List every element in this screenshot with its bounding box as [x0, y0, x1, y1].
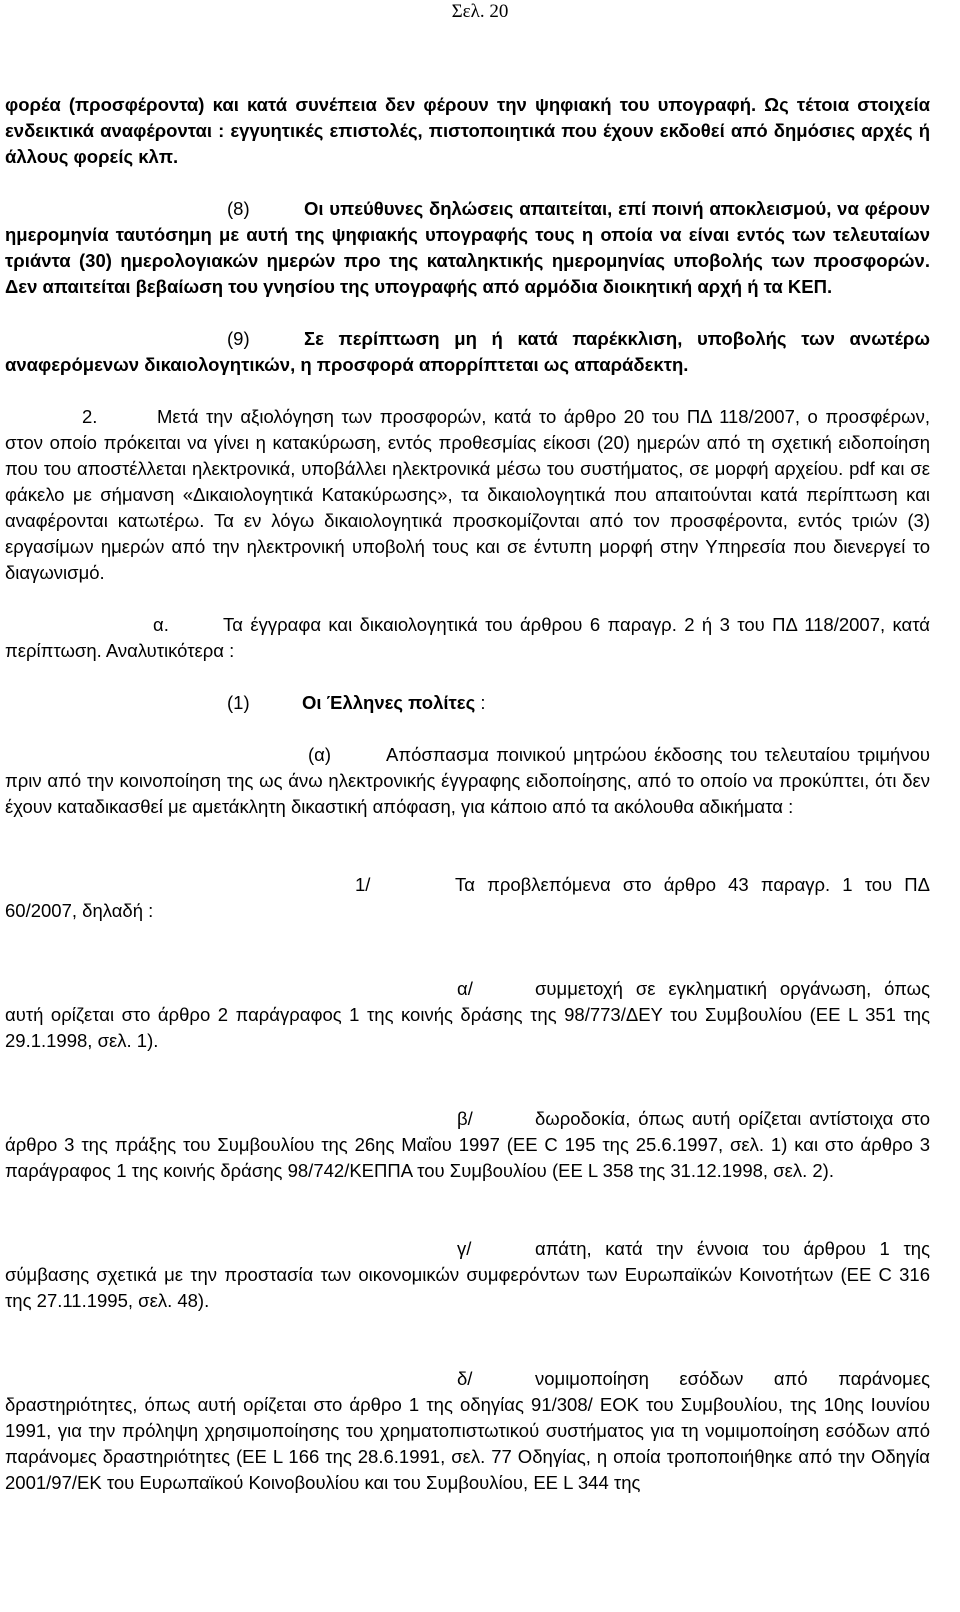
paragraph-text: Σε περίπτωση μη ή κατά παρέκκλιση, υποβολής των ανωτέρω αναφερόμενων δικαιολογητικών, η προσφορά απορρίπτεται ως απαράδεκτη.	[5, 328, 930, 375]
paragraph-8	[5, 196, 930, 300]
section-title: Οι Έλληνες πολίτες	[302, 692, 476, 713]
paragraph-text: νομιμοποίηση εσόδων από παράνομες δραστηριότητες, όπως αυτή ορίζεται στο άρθρο 1 της οδηγίας 91/308/ ΕΟΚ του Συμβουλίου, της 10ης Ιουνίου 1991, για την πρόληψη χρησιμοποίησης του χρηματοπιστωτικού συστήματος για τη νομιμοποίηση εσόδων από παράνομες δραστηριότητες (ΕΕ L 166 της 28.6.1991, σελ. 77 Οδηγίας, η οποία τροποποιήθηκε από την Οδηγία 2001/97/ΕΚ του Ευρωπαϊκού Κοινοβουλίου και του Συμβουλίου, ΕΕ L 344 της	[5, 1368, 930, 1493]
paragraph-label: (1)	[227, 692, 250, 713]
paragraph-9	[5, 326, 930, 378]
paragraph-text: δωροδοκία, όπως αυτή ορίζεται αντίστοιχα στο άρθρο 3 της πράξης του Συμβουλίου της 26ης Μαΐου 1997 (ΕΕ C 195 της 25.6.1997, σελ. 1) και στο άρθρο 3 παράγραφος 1 της κοινής δράσης 98/742/ΚΕΠΠΑ του Συμβουλίου (ΕΕ L 358 της 31.12.1998, σελ. 2).	[5, 1108, 930, 1181]
paragraph-1-sub	[5, 872, 930, 924]
paragraph-label: δ/	[457, 1368, 473, 1389]
page-number: Σελ. 20	[451, 1, 509, 22]
paragraph-label: γ/	[457, 1238, 472, 1259]
paragraph-a	[5, 612, 930, 664]
paragraph-text: Οι υπεύθυνες δηλώσεις απαιτείται, επί ποινή αποκλεισμού, να φέρουν ημερομηνία ταυτόσημη με αυτή της ψηφιακής υπογραφής τους η οποία να είναι εντός των τελευταίων τριάντα (30) ημερολογιακών ημερών προ της καταληκτικής ημερομηνίας υποβολής των προσφορών. Δεν απαιτείται βεβαίωση του γνησίου της υπογραφής από αρμόδια διοικητική αρχή ή τα ΚΕΠ.	[5, 198, 930, 297]
paragraph-2	[5, 404, 930, 586]
paragraph-text: απάτη, κατά την έννοια του άρθρου 1 της σύμβασης σχετικά με την προστασία των οικονομικών συμφερόντων των Ευρωπαϊκών Κοινοτήτων (ΕΕ C 316 της 27.11.1995, σελ. 48).	[5, 1238, 930, 1311]
paragraph-text: Μετά την αξιολόγηση των προσφορών, κατά το άρθρο 20 του ΠΔ 118/2007, ο προσφέρων, στον οποίο πρόκειται να γίνει η κατακύρωση, εντός προθεσμίας είκοσι (20) ημερών από τη σχετική ειδοποίηση που του αποστέλλεται ηλεκτρονικά, υποβάλλει ηλεκτρονικά μέσω του συστήματος, σε μορφή αρχείου. pdf και σε φάκελο με σήμανση «Δικαιολογητικά Κατακύρωσης», τα δικαιολογητικά που απαιτούνται κατά περίπτωση και αναφέρονται κατωτέρω. Τα εν λόγω δικαιολογητικά προσκομίζονται από τον προσφέροντα, εντός τριών (3) εργασίμων ημερών από την ηλεκτρονική υποβολή τους και σε έντυπη μορφή στην Υπηρεσία που διενεργεί το διαγωνισμό.	[5, 406, 930, 583]
paragraph-label: α/	[457, 978, 473, 999]
paragraph-text: Απόσπασμα ποινικού μητρώου έκδοσης του τελευταίου τριμήνου πριν από την κοινοποίηση της ως άνω ηλεκτρονικής έγγραφης ειδοποίησης, από το οποίο να προκύπτει, ότι δεν έχουν καταδικασθεί με αμετάκλητη δικαστική απόφαση, για κάποιο από τα ακόλουθα αδικήματα :	[5, 744, 930, 817]
paragraph-label: (α)	[308, 744, 332, 765]
paragraph-label: 2.	[82, 406, 98, 427]
paragraph-alpha-slash	[5, 976, 930, 1054]
document-body	[5, 92, 930, 1496]
paragraph-1-heading	[5, 690, 930, 716]
paragraph-label: α.	[153, 614, 169, 635]
paragraph-text: Τα έγγραφα και δικαιολογητικά του άρθρου 6 παραγρ. 2 ή 3 του ΠΔ 118/2007, κατά περίπτωση. Αναλυτικότερα :	[5, 614, 930, 661]
title-suffix: :	[475, 692, 486, 713]
paragraph-gamma-slash	[5, 1236, 930, 1314]
paragraph-text: Τα προβλεπόμενα στο άρθρο 43 παραγρ. 1 του ΠΔ 60/2007, δηλαδή :	[5, 874, 930, 921]
paragraph-label: β/	[457, 1108, 473, 1129]
paragraph-continuation	[5, 92, 930, 170]
paragraph-label: 1/	[355, 874, 371, 895]
paragraph-alpha	[5, 742, 930, 820]
paragraph-label: (8)	[227, 198, 250, 219]
paragraph-delta-slash	[5, 1366, 930, 1496]
paragraph-beta-slash	[5, 1106, 930, 1184]
paragraph-label: (9)	[227, 328, 250, 349]
paragraph-text: συμμετοχή σε εγκληματική οργάνωση, όπως αυτή ορίζεται στο άρθρο 2 παράγραφος 1 της κοινής δράσης της 98/773/ΔΕΥ του Συμβουλίου (ΕΕ L 351 της 29.1.1998, σελ. 1).	[5, 978, 930, 1051]
paragraph-text: φορέα (προσφέροντα) και κατά συνέπεια δεν φέρουν την ψηφιακή του υπογραφή. Ως τέτοια στοιχεία ενδεικτικά αναφέρονται : εγγυητικές επιστολές, πιστοποιητικά που έχουν εκδοθεί από δημόσιες αρχές ή άλλους φορείς κλπ.	[5, 94, 930, 167]
